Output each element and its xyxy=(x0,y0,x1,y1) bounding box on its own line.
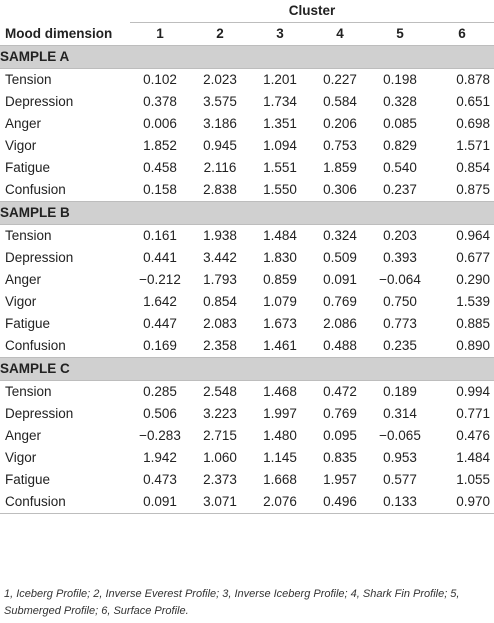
cluster-value-cell: 0.835 xyxy=(323,450,357,465)
cluster-value-cell: 0.091 xyxy=(323,272,357,287)
cluster-value-cell: 2.548 xyxy=(203,384,237,399)
cluster-value-cell: 3.071 xyxy=(190,491,250,514)
cluster-value-cell: 2.715 xyxy=(203,428,237,443)
table-row xyxy=(0,313,494,335)
cluster-value-cell: 2.076 xyxy=(250,491,310,514)
mood-dimension-label: Fatigue xyxy=(5,472,51,487)
cluster-value-cell: 0.506 xyxy=(143,406,177,421)
table-row xyxy=(0,225,494,248)
cluster-header-row xyxy=(0,0,494,23)
cluster-value-cell: 0.753 xyxy=(323,138,357,153)
table-row xyxy=(0,447,494,469)
cluster-value-cell: 1.642 xyxy=(143,294,177,309)
cluster-column-header: 2 xyxy=(216,26,224,41)
cluster-value-cell: 0.994 xyxy=(456,384,491,399)
cluster-value-cell: 2.086 xyxy=(323,316,357,331)
cluster-value-cell: −0.064 xyxy=(379,272,421,287)
cluster-value-cell: 0.314 xyxy=(383,406,417,421)
cluster-value-cell: 1.351 xyxy=(263,116,297,131)
cluster-value-cell: 2.838 xyxy=(203,182,237,197)
mood-dimension-label: Depression xyxy=(5,94,74,109)
cluster-value-cell: 0.854 xyxy=(203,294,237,309)
mood-dimension-label: Vigor xyxy=(5,450,37,465)
table-row xyxy=(0,269,494,291)
table-row xyxy=(0,69,494,92)
table-footnote: 1, Iceberg Profile; 2, Inverse Everest Profile; 3, Inverse Iceberg Profile; 4, Shark Fin Profile; 5, Submerged Profile; 6, Surface Profile. xyxy=(4,588,460,617)
mood-dimension-label: Tension xyxy=(5,384,52,399)
cluster-value-cell: 0.133 xyxy=(370,491,430,514)
cluster-value-cell: 1.550 xyxy=(263,182,297,197)
cluster-value-cell: −0.065 xyxy=(379,428,421,443)
cluster-value-cell: 1.668 xyxy=(263,472,297,487)
table-header xyxy=(0,0,494,46)
cluster-value-cell: −0.283 xyxy=(139,428,181,443)
cluster-value-cell: 0.227 xyxy=(323,72,357,87)
cluster-value-cell: 0.769 xyxy=(323,406,357,421)
cluster-value-cell: 0.198 xyxy=(383,72,417,87)
cluster-value-cell: 1.079 xyxy=(263,294,297,309)
table-row xyxy=(0,135,494,157)
cluster-value-cell: 0.476 xyxy=(456,428,491,443)
cluster-column-header: 6 xyxy=(458,26,466,41)
cluster-value-cell: 0.102 xyxy=(143,72,177,87)
cluster-value-cell: 0.441 xyxy=(143,250,177,265)
cluster-value-cell: 2.083 xyxy=(203,316,237,331)
cluster-value-cell: −0.212 xyxy=(139,272,181,287)
cluster-value-cell: 1.145 xyxy=(263,450,297,465)
cluster-value-cell: 2.373 xyxy=(203,472,237,487)
mood-dimension-label: Tension xyxy=(5,72,52,87)
cluster-value-cell: 0.890 xyxy=(456,338,491,353)
mood-dimension-label: Confusion xyxy=(0,491,130,514)
sample-section xyxy=(0,358,494,514)
table-row xyxy=(0,179,494,202)
cluster-value-cell: 2.116 xyxy=(203,160,237,175)
cluster-value-cell: 0.651 xyxy=(456,94,491,109)
cluster-value-cell: 1.830 xyxy=(263,250,297,265)
cluster-value-cell: 0.324 xyxy=(323,228,357,243)
cluster-value-cell: 0.854 xyxy=(456,160,491,175)
cluster-value-cell: 1.055 xyxy=(456,472,491,487)
cluster-value-cell: 1.997 xyxy=(263,406,297,421)
cluster-value-cell: 0.328 xyxy=(383,94,417,109)
cluster-value-cell: 0.540 xyxy=(383,160,417,175)
table-row xyxy=(0,425,494,447)
cluster-value-cell: 0.885 xyxy=(456,316,491,331)
cluster-value-cell: 1.551 xyxy=(263,160,297,175)
table-row xyxy=(0,157,494,179)
cluster-value-cell: 0.769 xyxy=(323,294,357,309)
cluster-value-cell: 1.938 xyxy=(203,228,237,243)
mood-dimension-label: Vigor xyxy=(5,138,37,153)
cluster-value-cell: 1.942 xyxy=(143,450,177,465)
table-row xyxy=(0,491,494,514)
cluster-value-cell: 0.290 xyxy=(456,272,491,287)
cluster-value-cell: 0.158 xyxy=(143,182,177,197)
cluster-value-cell: 0.496 xyxy=(310,491,370,514)
cluster-column-header: 3 xyxy=(276,26,284,41)
table-row xyxy=(0,403,494,425)
cluster-value-cell: 1.539 xyxy=(456,294,491,309)
table-row xyxy=(0,291,494,313)
cluster-value-cell: 1.957 xyxy=(323,472,357,487)
cluster-value-cell: 3.186 xyxy=(203,116,237,131)
cluster-value-cell: 0.206 xyxy=(323,116,357,131)
cluster-value-cell: 0.458 xyxy=(143,160,177,175)
header-spacer xyxy=(0,0,130,23)
table-row xyxy=(0,91,494,113)
table-row xyxy=(0,381,494,404)
cluster-value-cell: 2.358 xyxy=(203,338,237,353)
cluster-value-cell: 0.189 xyxy=(383,384,417,399)
cluster-value-cell: 0.203 xyxy=(383,228,417,243)
cluster-value-cell: 1.468 xyxy=(263,384,297,399)
mood-dimension-label: Vigor xyxy=(5,294,37,309)
section-header-row xyxy=(0,46,494,69)
cluster-value-cell: 0.964 xyxy=(456,228,491,243)
mood-dimension-label: Depression xyxy=(5,406,74,421)
cluster-value-cell: 0.472 xyxy=(323,384,357,399)
cluster-value-cell: 0.859 xyxy=(263,272,297,287)
cluster-value-cell: 1.480 xyxy=(263,428,297,443)
cluster-value-cell: 0.488 xyxy=(323,338,357,353)
cluster-value-cell: 1.793 xyxy=(203,272,237,287)
cluster-value-cell: 0.584 xyxy=(323,94,357,109)
section-title: SAMPLE A xyxy=(0,46,494,69)
cluster-value-cell: 0.750 xyxy=(383,294,417,309)
mood-dimension-label: Anger xyxy=(5,428,42,443)
table-row xyxy=(0,113,494,135)
cluster-value-cell: 1.201 xyxy=(263,72,297,87)
cluster-column-header: 4 xyxy=(336,26,344,41)
cluster-value-cell: 0.577 xyxy=(383,472,417,487)
mood-dimension-label: Depression xyxy=(5,250,74,265)
cluster-value-cell: 1.484 xyxy=(456,450,491,465)
cluster-value-cell: 0.878 xyxy=(456,72,491,87)
cluster-value-cell: 3.223 xyxy=(203,406,237,421)
section-title: SAMPLE C xyxy=(0,358,494,381)
cluster-value-cell: 0.773 xyxy=(383,316,417,331)
cluster-column-header: 1 xyxy=(156,26,164,41)
cluster-value-cell: 0.091 xyxy=(130,491,190,514)
cluster-value-cell: 0.378 xyxy=(143,94,177,109)
mood-dimension-label: Anger xyxy=(5,116,42,131)
cluster-value-cell: 0.085 xyxy=(383,116,417,131)
column-header-row xyxy=(0,23,494,46)
cluster-value-cell: 3.442 xyxy=(203,250,237,265)
sample-section xyxy=(0,46,494,202)
section-header-row xyxy=(0,202,494,225)
cluster-value-cell: 1.484 xyxy=(263,228,297,243)
cluster-value-cell: 2.023 xyxy=(203,72,237,87)
cluster-value-cell: 1.060 xyxy=(203,450,237,465)
cluster-value-cell: 0.829 xyxy=(383,138,417,153)
mood-dimension-label: Tension xyxy=(5,228,52,243)
cluster-value-cell: 0.509 xyxy=(323,250,357,265)
cluster-value-cell: 0.006 xyxy=(143,116,177,131)
cluster-value-cell: 0.235 xyxy=(383,338,417,353)
mood-dimension-label: Confusion xyxy=(5,182,66,197)
cluster-value-cell: 0.677 xyxy=(456,250,491,265)
sample-section xyxy=(0,202,494,358)
cluster-value-cell: 0.161 xyxy=(143,228,177,243)
cluster-value-cell: 0.393 xyxy=(383,250,417,265)
cluster-value-cell: 1.734 xyxy=(263,94,297,109)
cluster-value-cell: 0.970 xyxy=(430,491,494,514)
cluster-value-cell: 0.095 xyxy=(323,428,357,443)
table-row xyxy=(0,469,494,491)
mood-dimension-label: Fatigue xyxy=(5,160,51,175)
mood-dimension-label: Confusion xyxy=(5,338,66,353)
cluster-value-cell: 1.461 xyxy=(263,338,297,353)
cluster-value-cell: 0.447 xyxy=(143,316,177,331)
cluster-group-header: Cluster xyxy=(130,0,494,23)
cluster-value-cell: 1.094 xyxy=(263,138,297,153)
cluster-value-cell: 1.571 xyxy=(456,138,491,153)
cluster-value-cell: 1.859 xyxy=(323,160,357,175)
cluster-value-cell: 0.698 xyxy=(456,116,491,131)
table-row xyxy=(0,247,494,269)
section-title: SAMPLE B xyxy=(0,202,494,225)
cluster-value-cell: 0.285 xyxy=(143,384,177,399)
cluster-value-cell: 0.875 xyxy=(456,182,491,197)
table-row xyxy=(0,335,494,358)
cluster-value-cell: 0.953 xyxy=(383,450,417,465)
cluster-value-cell: 0.473 xyxy=(143,472,177,487)
cluster-value-cell: 0.237 xyxy=(383,182,417,197)
cluster-value-cell: 1.852 xyxy=(143,138,177,153)
cluster-value-cell: 0.771 xyxy=(456,406,491,421)
cluster-column-header: 5 xyxy=(396,26,404,41)
cluster-value-cell: 0.169 xyxy=(143,338,177,353)
cluster-value-cell: 0.945 xyxy=(203,138,237,153)
mood-dimension-header: Mood dimension xyxy=(5,25,113,41)
cluster-value-cell: 1.673 xyxy=(263,316,297,331)
cluster-value-cell: 0.306 xyxy=(323,182,357,197)
mood-dimension-label: Anger xyxy=(5,272,42,287)
cluster-value-cell: 3.575 xyxy=(203,94,237,109)
section-header-row xyxy=(0,358,494,381)
mood-dimension-label: Fatigue xyxy=(5,316,51,331)
